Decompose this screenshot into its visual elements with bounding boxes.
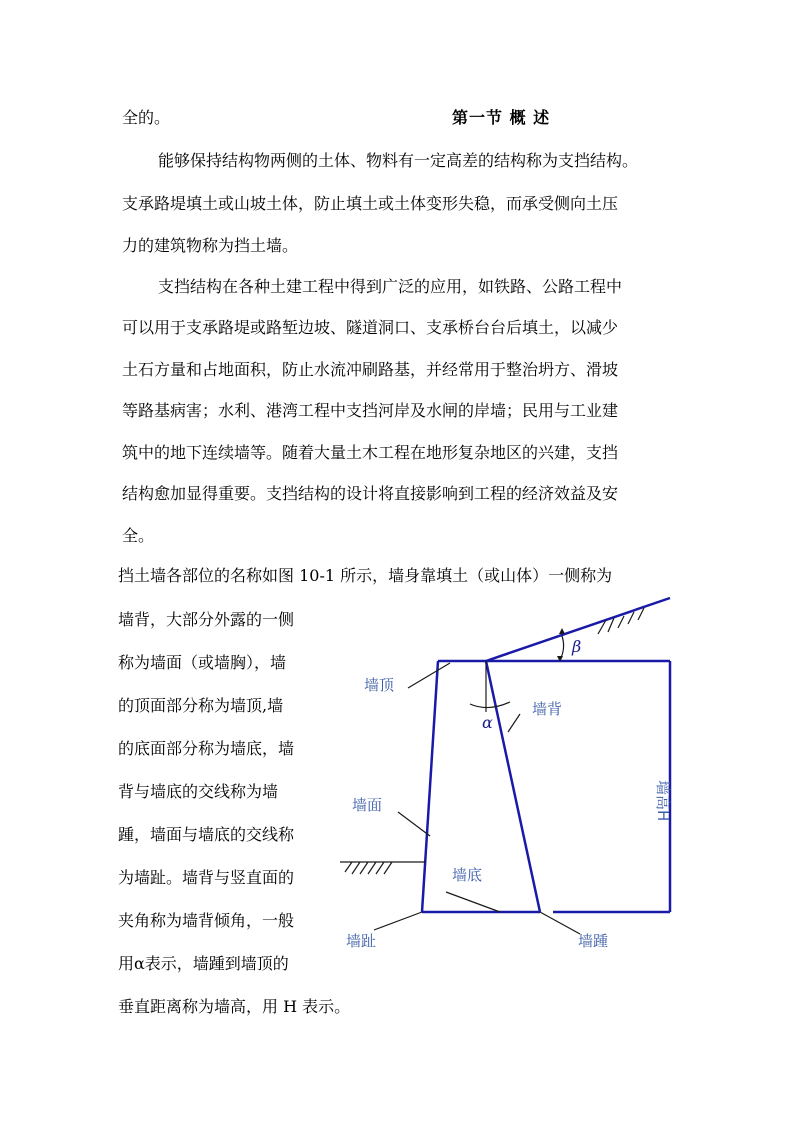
wall-back-line: [486, 661, 540, 912]
paragraph-line: 背与墙底的交线称为墙: [118, 782, 279, 801]
paragraph-line: 支承路堤填土或山坡土体，防止填土或土体变形失稳，而承受侧向土压: [122, 194, 619, 213]
beta-arrow-top: [559, 628, 565, 634]
wall-face-line: [422, 661, 438, 912]
label-wall-face: 墙面: [352, 796, 383, 814]
label-wall-bottom: 墙底: [452, 866, 483, 884]
ground-hatch: [345, 862, 392, 874]
paragraph-line: 的底面部分称为墙底，墙: [118, 739, 295, 758]
paragraph-line: 用α表示，墙踵到墙顶的: [118, 954, 289, 973]
paragraph-line: 夹角称为墙背倾角，一般: [118, 911, 295, 930]
paragraph-line: 支挡结构在各种土建工程中得到广泛的应用，如铁路、公路工程中: [158, 277, 623, 296]
label-wall-heel: 墙踵: [578, 932, 609, 950]
paragraph-line: 土石方量和占地面积，防止水流冲刷路基，并经常用于整治坍方、滑坡: [122, 360, 619, 379]
section-title: 第一节 概 述: [452, 108, 551, 127]
wall-heel-leader: [540, 912, 580, 934]
paragraph-line: 挡土墙各部位的名称如图 10-1 所示，墙身靠填土（或山体）一侧称为: [118, 566, 613, 585]
paragraph-line: 能够保持结构物两侧的土体、物料有一定高差的结构称为支挡结构。: [158, 151, 639, 170]
paragraph-line: 等路基病害；水利、港湾工程中支挡河岸及水闸的岸墙；民用与工业建: [122, 401, 619, 420]
paragraph-line: 筑中的地下连续墙等。随着大量土木工程在地形复杂地区的兴建，支挡: [122, 443, 619, 462]
paragraph-line: 称为墙面（或墙胸），墙: [118, 653, 287, 672]
label-beta: β: [572, 637, 582, 656]
paragraph-line: 全。: [122, 526, 155, 545]
backfill-hatch: [598, 608, 644, 634]
label-wall-back: 墙背: [532, 700, 563, 718]
label-wall-top: 墙顶: [364, 676, 395, 694]
paragraph-line: 结构愈加显得重要。支挡结构的设计将直接影响到工程的经济效益及安: [122, 484, 619, 503]
label-wall-height: 墙高H: [654, 780, 672, 822]
label-wall-toe: 墙趾: [346, 932, 377, 950]
paragraph-line: 垂直距离称为墙高，用 H 表示。: [118, 997, 351, 1016]
paragraph-line: 踵，墙面与墙底的交线称: [118, 825, 295, 844]
wall-toe-leader: [374, 912, 422, 930]
paragraph-line: 可以用于支承路堤或路堑边坡、隧道洞口、支承桥台台后填土，以减少: [122, 318, 619, 337]
wall-back-leader: [508, 714, 520, 732]
wall-bottom-leader: [446, 892, 500, 912]
label-alpha: α: [482, 713, 493, 732]
paragraph-line: 为墙趾。墙背与竖直面的: [118, 868, 295, 887]
wall-face-leader: [398, 812, 430, 836]
carry-over-text: 全的。: [122, 108, 171, 127]
alpha-arc: [470, 702, 510, 708]
paragraph-line: 的顶面部分称为墙顶,墙: [118, 696, 284, 715]
wall-top-leader: [408, 663, 450, 688]
paragraph-line: 墙背，大部分外露的一侧: [118, 610, 295, 629]
paragraph-line: 力的建筑物称为挡土墙。: [122, 236, 299, 255]
